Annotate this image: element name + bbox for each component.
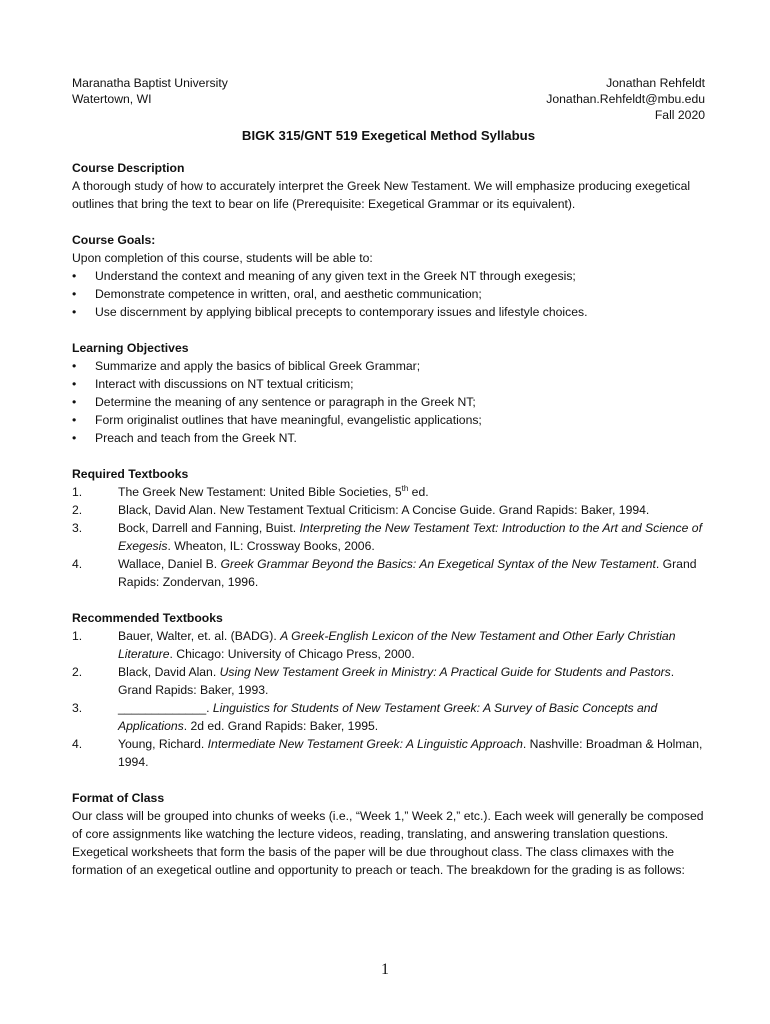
bullet-icon: • <box>72 413 77 427</box>
book-title: Linguistics for Students of New Testament Greek: A Survey of Basic Concepts and Applications <box>118 701 658 733</box>
required-textbooks-list <box>72 483 705 591</box>
citation-text: ed. <box>408 485 429 499</box>
bullet-icon: • <box>72 395 77 409</box>
citation-text: Wallace, Daniel B. <box>118 557 221 571</box>
list-item <box>72 519 705 555</box>
objective-text: Preach and teach from the Greek NT. <box>95 431 297 445</box>
goal-text: Use discernment by applying biblical precepts to contemporary issues and lifestyle choices. <box>95 305 588 319</box>
list-item <box>72 357 705 375</box>
list-item <box>72 411 705 429</box>
citation-text: . Wheaton, IL: Crossway Books, 2006. <box>167 539 375 553</box>
course-goals-list <box>72 267 705 321</box>
required-textbooks-heading: Required Textbooks <box>72 467 189 481</box>
item-number: 4. <box>72 557 83 571</box>
recommended-textbooks-heading: Recommended Textbooks <box>72 611 223 625</box>
citation-text: . Nashville: Broadman & Holman, 1994. <box>118 737 703 769</box>
list-item <box>72 627 705 663</box>
list-item <box>72 501 705 519</box>
format-of-class-heading: Format of Class <box>72 791 165 805</box>
bullet-icon: • <box>72 359 77 373</box>
item-number: 1. <box>72 485 83 499</box>
citation-text: . Grand Rapids: Zondervan, 1996. <box>118 557 697 589</box>
syllabus-page <box>72 75 705 879</box>
item-number: 2. <box>72 665 83 679</box>
book-title: Greek Grammar Beyond the Basics: An Exegetical Syntax of the New Testament <box>220 557 656 571</box>
course-goals-intro: Upon completion of this course, students will be able to: <box>72 251 373 265</box>
learning-objectives-list <box>72 357 705 447</box>
bullet-icon: • <box>72 287 77 301</box>
bullet-icon: • <box>72 377 77 391</box>
term: Fall 2020 <box>654 108 705 122</box>
course-description-heading: Course Description <box>72 161 185 175</box>
citation-text: Black, David Alan. <box>118 665 220 679</box>
list-item <box>72 663 705 699</box>
item-number: 3. <box>72 701 83 715</box>
citation-text: The Greek New Testament: United Bible Societies, 5 <box>118 485 402 499</box>
superscript: th <box>401 484 409 493</box>
document-title: BIGK 315/GNT 519 Exegetical Method Syllabus <box>241 128 536 143</box>
goal-text: Demonstrate competence in written, oral, and aesthetic communication; <box>95 287 482 301</box>
institution-location: Watertown, WI <box>72 92 152 106</box>
list-item <box>72 483 705 501</box>
list-item <box>72 735 705 771</box>
format-of-class-text: Our class will be grouped into chunks of weeks (i.e., “Week 1,” Week 2,” etc.). Each week will generally be composed of core assignments like watching the lecture videos, reading, translating, and answering translation questions. Exegetical worksheets that form the basis of the paper will be due throughout class. The class climaxes with the formation of an exegetical outline and opportunity to preach or teach. The breakdown for the grading is as follows: <box>72 809 704 877</box>
list-item <box>72 699 705 735</box>
bullet-icon: • <box>72 431 77 445</box>
list-item <box>72 393 705 411</box>
recommended-textbooks-list <box>72 627 705 771</box>
item-number: 3. <box>72 521 83 535</box>
citation-text: Bauer, Walter, et. al. (BADG). <box>118 629 281 643</box>
goal-text: Understand the context and meaning of any given text in the Greek NT through exegesis; <box>95 269 576 283</box>
list-item <box>72 303 705 321</box>
institution-name: Maranatha Baptist University <box>72 76 228 90</box>
instructor-block <box>546 75 705 123</box>
list-item <box>72 285 705 303</box>
learning-objectives-heading: Learning Objectives <box>72 341 189 355</box>
bullet-icon: • <box>72 305 77 319</box>
book-title: Interpreting the New Testament Text: Introduction to the Art and Science of Exegesis <box>118 521 702 553</box>
citation-text: . 2d ed. Grand Rapids: Baker, 1995. <box>183 719 379 733</box>
objective-text: Determine the meaning of any sentence or paragraph in the Greek NT; <box>95 395 476 409</box>
citation-text: Bock, Darrell and Fanning, Buist. <box>118 521 300 535</box>
course-goals-heading: Course Goals: <box>72 233 156 247</box>
course-description-text: A thorough study of how to accurately interpret the Greek New Testament. We will emphasize producing exegetical outlines that bring the text to bear on life (Prerequisite: Exegetical Grammar or its equivalent). <box>72 179 691 211</box>
item-number: 4. <box>72 737 83 751</box>
item-number: 2. <box>72 503 83 517</box>
item-number: 1. <box>72 629 83 643</box>
list-item <box>72 375 705 393</box>
citation-text: . Grand Rapids: Baker, 1993. <box>118 665 675 697</box>
citation-text: Young, Richard. <box>118 737 208 751</box>
book-title: Intermediate New Testament Greek: A Linguistic Approach <box>207 737 523 751</box>
list-item <box>72 555 705 591</box>
objective-text: Interact with discussions on NT textual criticism; <box>95 377 354 391</box>
book-title: Using New Testament Greek in Ministry: A Practical Guide for Students and Pastors <box>219 665 671 679</box>
list-item <box>72 429 705 447</box>
page-number: 1 <box>381 961 389 978</box>
institution-block <box>72 75 228 123</box>
document-header <box>72 75 705 123</box>
citation-text: Black, David Alan. New Testament Textual Criticism: A Concise Guide. Grand Rapids: Baker, 1994. <box>118 503 650 517</box>
bullet-icon: • <box>72 269 77 283</box>
book-title: A Greek-English Lexicon of the New Testament and Other Early Christian Literature <box>118 629 676 661</box>
instructor-email: Jonathan.Rehfeldt@mbu.edu <box>546 92 705 106</box>
list-item <box>72 267 705 285</box>
citation-text: . Chicago: University of Chicago Press, 2000. <box>169 647 415 661</box>
objective-text: Form originalist outlines that have meaningful, evangelistic applications; <box>95 413 482 427</box>
citation-text: _____________. <box>118 701 213 715</box>
objective-text: Summarize and apply the basics of biblical Greek Grammar; <box>95 359 421 373</box>
instructor-name: Jonathan Rehfeldt <box>606 76 705 90</box>
